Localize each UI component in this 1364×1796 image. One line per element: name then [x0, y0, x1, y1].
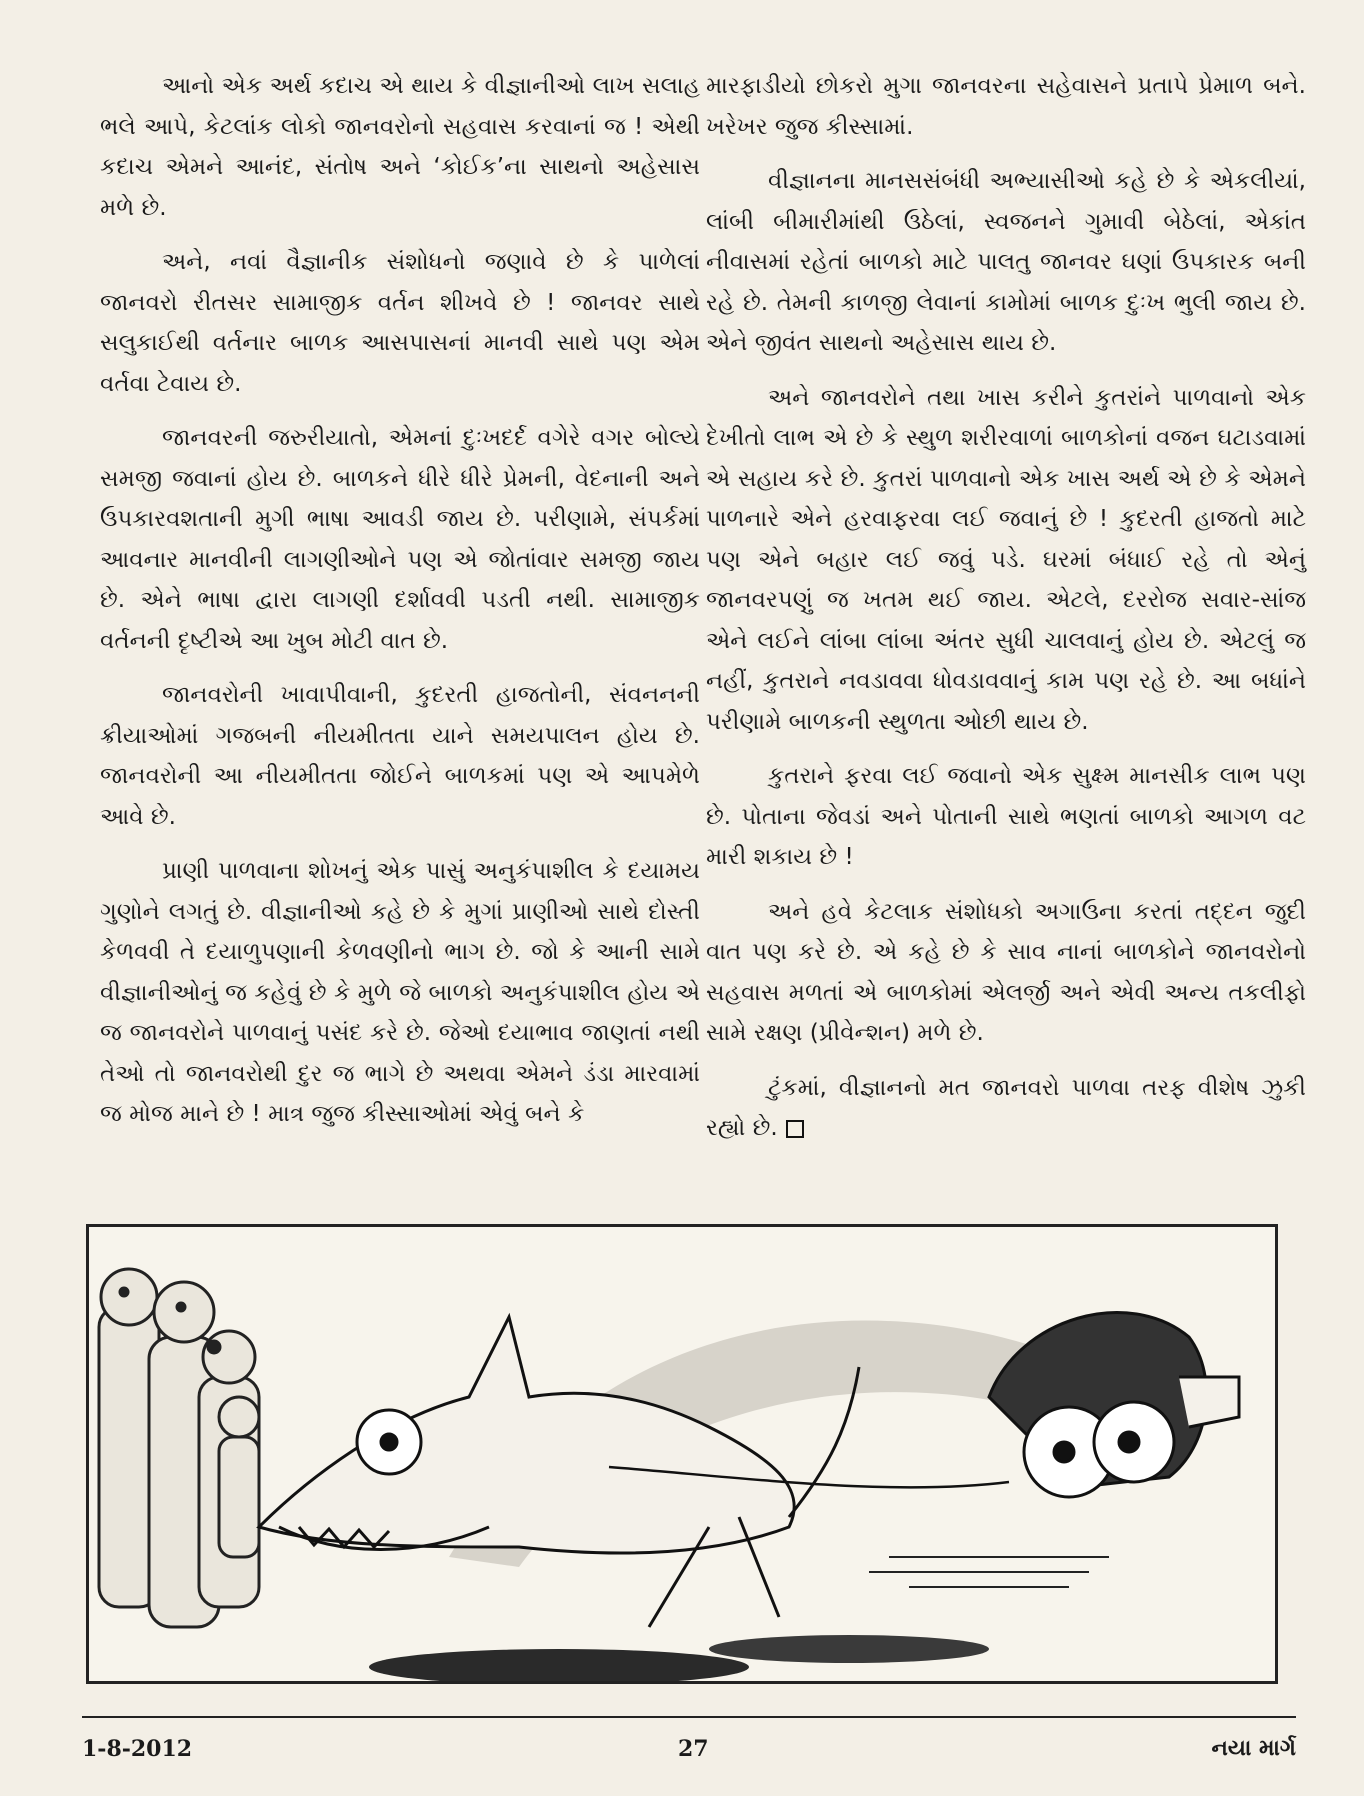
paragraph: જાનવરની જરુરીયાતો, એમનાં દુઃખદર્દ વગેરે વગર બોલ્યે સમજી જવાનાં હોય છે. બાળકને ધીરે ધીરે પ્રેમની, વેદનાની અને ઉપકારવશતાની મુગી ભાષા આવડી જાય છે. પરીણામે, સંપર્કમાં આવનાર માનવીની લાગણીઓને પણ એ જોતાંવાર સમજી જાય છે. એને ભાષા દ્વારા લાગણી દર્શાવવી પડતી નથી. સામાજીક વર્તનની દૃષ્ટીએ આ ખુબ મોટી વાત છે. [100, 425, 700, 654]
crowd-people [99, 1269, 259, 1627]
motion-lines [869, 1557, 1109, 1587]
paragraph: કુતરાને ફરવા લઈ જવાનો એક સુક્ષ્મ માનસીક લાભ પણ છે. પોતાના જેવડાં અને પોતાની સાથે ભણતાં બાળકો આગળ વટ મારી શકાય છે ! [706, 763, 1306, 870]
end-mark-icon [786, 1120, 804, 1138]
right-text-column [706, 66, 1306, 1163]
paragraph: જાનવરોની ખાવાપીવાની, કુદરતી હાજતોની, સંવનનની ક્રીયાઓમાં ગજબની નીયમીતતા યાને સમયપાલન હોય છે. જાનવરોની આ નીયમીતતા જોઈને બાળકમાં પણ એ આપમેળે આવે છે. [100, 682, 700, 830]
dog-walking-cartoon [89, 1227, 1275, 1681]
final-paragraph [706, 1068, 1306, 1149]
paragraph: અને હવે કેટલાક સંશોધકો અગાઉના કરતાં તદ્દન જુદી વાત પણ કરે છે. એ કહે છે કે સાવ નાનાં બાળકોને જાનવરોનો સહવાસ મળતાં એ બાળકોમાં એલર્જી અને એવી અન્ય તકલીફો સામે રક્ષણ (પ્રીવેન્શન) મળે છે. [706, 898, 1306, 1046]
boy [989, 1313, 1239, 1497]
paragraph: અને જાનવરોને તથા ખાસ કરીને કુતરાંને પાળવાનો એક દેખીતો લાભ એ છે કે સ્થુળ શરીરવાળાં બાળકોનાં વજન ઘટાડવામાં એ સહાય કરે છે. કુતરાં પાળવાનો એક ખાસ અર્થ એ છે કે એમને પાળનારે એને હરવાફરવા લઈ જવાનું છે ! કુદરતી હાજતો માટે પણ એને બહાર લઈ જવું પડે. ઘરમાં બંધાઈ રહે તો એનું જાનવરપણું જ ખતમ થઈ જાય. એટલે, દરરોજ સવાર-સાંજ એને લઈને લાંબા લાંબા અંતર સુધી ચાલવાનું હોય છે. એટલું જ નહીં, કુતરાને નવડાવવા ધોવડાવવાનું કામ પણ રહે છે. આ બધાંને પરીણામે બાળકની સ્થુળતા ઓછી થાય છે. [706, 384, 1306, 735]
issue-date: 1-8-2012 [82, 1736, 193, 1762]
paragraph: અને, નવાં વૈજ્ઞાનીક સંશોધનો જણાવે છે કે પાળેલાં જાનવરો રીતસર સામાજીક વર્તન શીખવે છે ! જાનવર સાથે સલુકાઈથી વર્તનાર બાળક આસપાસનાં માનવી સાથે પણ એમ વર્તવા ટેવાય છે. [100, 249, 700, 397]
paragraph: આનો એક અર્થ કદાચ એ થાય કે વીજ્ઞાનીઓ લાખ સલાહ ભલે આપે, કેટલાંક લોકો જાનવરોનો સહવાસ કરવાનાં જ ! એથી કદાચ એમને આનંદ, સંતોષ અને ‘કોઈક’ના સાથનો અહેસાસ મળે છે. [100, 73, 700, 221]
paragraph: વીજ્ઞાનના માનસસંબંધી અભ્યાસીઓ કહે છે કે એકલીયાં, લાંબી બીમારીમાંથી ઉઠેલાં, સ્વજનને ગુમાવી બેઠેલાં, એકાંત નીવાસમાં રહેતાં બાળકો માટે પાલતુ જાનવર ઘણાં ઉપકારક બની રહે છે. તેમની કાળજી લેવાનાં કામોમાં બાળક દુઃખ ભુલી જાય છે. એને જીવંત સાથનો અહેસાસ થાય છે. [706, 168, 1306, 356]
magazine-name: નયા માર્ગ [1211, 1736, 1296, 1761]
left-text-column [100, 66, 700, 1149]
cartoon-illustration [86, 1224, 1278, 1684]
paragraph: પ્રાણી પાળવાના શોખનું એક પાસું અનુકંપાશીલ કે દયામય ગુણોને લગતું છે. વીજ્ઞાનીઓ કહે છે કે મુગાં પ્રાણીઓ સાથે દોસ્તી કેળવવી તે દયાળુપણાની કેળવણીનો ભાગ છે. જો કે આની સામે વીજ્ઞાનીઓનું જ કહેવું છે કે મુળે જે બાળકો અનુકંપાશીલ હોય એ જ જાનવરોને પાળવાનું પસંદ કરે છે. જેઓ દયાભાવ જાણતાં નથી તેઓ તો જાનવરોથી દુર જ ભાગે છે અથવા એમને ડંડા મારવામાં જ મોજ માને છે ! માત્ર જુજ કીસ્સાઓમાં એવું બને કે [100, 858, 700, 1127]
final-paragraph-text: ટુંકમાં, વીજ્ઞાનનો મત જાનવરો પાળવા તરફ વીશેષ ઝુકી રહ્યો છે. [706, 1074, 1306, 1141]
page-number: 27 [678, 1736, 709, 1762]
paragraph: મારફાડીયો છોકરો મુગા જાનવરના સહેવાસને પ્રતાપે પ્રેમાળ બને. ખરેખર જુજ કીસ્સામાં. [706, 73, 1306, 140]
page-footer [82, 1716, 1296, 1762]
